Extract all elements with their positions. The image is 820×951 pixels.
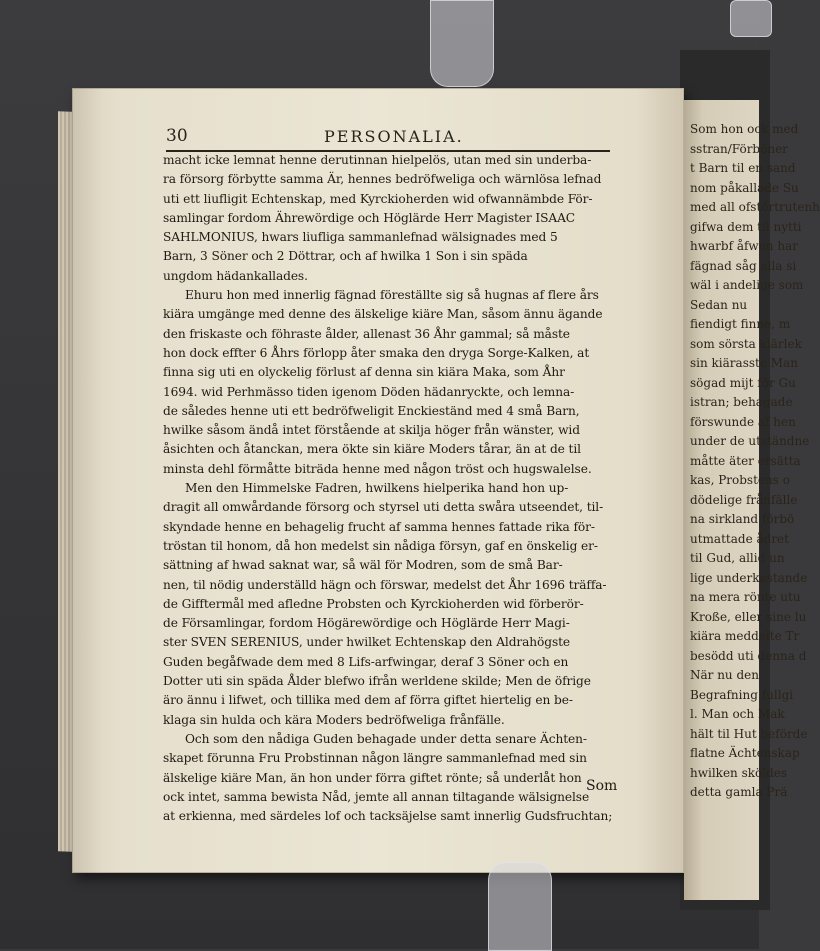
facing-text-line: l. Man och Mak [690, 707, 785, 721]
facing-text-line: na sirkland förbö [690, 512, 795, 526]
text-line: Och som den nådiga Guden behagade under detta senare Ächten- [185, 731, 587, 746]
page-number: 30 [166, 126, 188, 146]
text-line: hwilke såsom ändå intet förstående at skilja höger från wänster, wid [163, 423, 580, 438]
text-line: Ehuru hon med innerlig fägnad föreställte sig så hugnas af flere års [185, 288, 599, 303]
facing-page [684, 100, 820, 900]
text-line: Barn, 3 Söner och 2 Döttrar, och af hwilka 1 Son i sin späda [163, 249, 528, 264]
text-line: ock intet, samma bewista Nåd, jemte all annan tiltagande wälsignelse [163, 789, 590, 804]
facing-text-line: förswunde af hen [690, 414, 796, 429]
facing-text-line: fägnad såg alla si [690, 258, 797, 273]
facing-text-line: som sörsta kiärlek [690, 336, 802, 351]
text-line: tröstan til honom, då hon medelst sin nådiga försyn, gaf en önskelig er- [163, 538, 598, 553]
facing-text-line: gifwa dem til nytti [690, 219, 802, 234]
text-line: dragit all omwårdande försorg och styrsel uti detta swåra utseendet, til- [163, 500, 604, 515]
facing-text-line: wäl i andelige som [690, 278, 804, 292]
facing-text-line: med all ofstörtrutenh [690, 200, 820, 214]
facing-text-line: til Gud, allid un [690, 551, 785, 565]
facing-text-line: lige underkastande [690, 570, 808, 585]
text-line: ungdom hädankallades. [163, 268, 308, 283]
text-line: 1694. wid Perhmässo tiden igenom Döden hädanryckte, och lemna- [163, 384, 575, 399]
text-line: sättning af hwad saknat war, så wäl för Modren, som de små Bar- [163, 558, 563, 573]
facing-text-line: fiendigt finne, m [690, 317, 791, 331]
text-line: äro ännu i lifwet, och tillika med dem af förra giftet hiertelig en be- [163, 693, 573, 708]
text-line: ra försorg förbytte samma Är, hennes bedröfweliga och wärnlösa lefnad [163, 172, 602, 187]
text-line: Men den Himmelske Fadren, hwilkens hielperika hand hon up- [185, 481, 569, 496]
text-line: minsta dehl förmåtte biträda henne med någon tröst och hugswalelse. [163, 461, 592, 476]
facing-text-line: istran; behagade [690, 395, 793, 409]
text-line: de Gifftermål med afledne Probsten och Kyrckioherden wid förberör- [163, 596, 584, 611]
facing-text-line: Kroße, eller sine lu [690, 609, 807, 624]
text-line: ster SVEN SERENIUS, under hwilket Echtenskap den Aldrahögste [163, 635, 571, 650]
text-line: hon dock effter 6 Åhrs förlopp åter smaka den dryga Sorge-Kalken, at [163, 345, 590, 360]
facing-text-line: nom påkallade Su [690, 180, 799, 195]
running-head: PERSONALIA. [324, 127, 464, 146]
text-line: de således henne uti ett bedröfweligit Enckieständ med 4 små Barn, [163, 403, 580, 418]
book-clip-right [730, 0, 772, 37]
facing-text-line: under de utständne [690, 434, 810, 448]
facing-text-line: hält til Hut beförde [690, 726, 808, 741]
facing-text-line: Begrafning fullgi [690, 687, 794, 702]
text-line: älskelige kiäre Man, än hon under förra giftet rönte; så underlåt hon [163, 770, 582, 785]
facing-text-line: hwarbf åfwen har [690, 239, 798, 253]
facing-text-line: sstran/Förböner [690, 141, 788, 156]
text-line: samlingar fordom Ährewördige och Höglärde Herr Magister ISAAC [163, 210, 576, 225]
text-line: Dotter uti sin späda Ålder blefwo ifrån werldene skilde; Men de öfrige [163, 674, 591, 689]
text-line: kiära umgänge med denne des älskelige kiäre Man, såsom ännu ägande [163, 307, 603, 322]
facing-text-line: t Barn til en sand [690, 161, 796, 175]
facing-text-line: Som hon ock med [690, 122, 799, 136]
facing-text-line: besödd uti denna d [690, 648, 807, 663]
text-line: uti ett liufligit Echtenskap, med Kyrckioherden wid ofwannämbde För- [163, 191, 593, 206]
text-line: skyndade henne en behagelig frucht af samma hennes fattade rika för- [163, 519, 595, 534]
text-line: den friskaste och föhraste ålder, allenast 36 Åhr gammal; så måste [163, 326, 570, 341]
text-line: at erkienna, med särdeles lof och tacksäjelse samt innerlig Gudsfruchtan; [163, 809, 613, 824]
catchword: Som [586, 778, 618, 794]
facing-text-line: hwilken sköldes [690, 765, 788, 780]
facing-text-line: utmattade ådret [690, 531, 789, 546]
text-line: Guden begåfwade dem med 8 Lifs-arfwingar, deraf 3 Söner och en [163, 654, 569, 669]
facing-text-line: sögad mijt för Gu [690, 375, 796, 390]
text-line: SAHLMONIUS, hwars liufliga sammanlefnad wälsignades med 5 [163, 230, 558, 245]
text-line: åsichten och åtanckan, mera ökte sin kiäre Moders tårar, än at de til [163, 442, 581, 457]
text-line: nen, til nödig underställd hägn och förswar, medelst det Åhr 1696 träffa- [163, 577, 607, 592]
text-line: finna sig uti en olyckelig förlust af denna sin kiära Maka, som Åhr [163, 365, 565, 380]
page-gutter-shadow [72, 88, 102, 873]
facing-text-line: flatne Ächtenskap [690, 746, 800, 760]
page-header [166, 126, 608, 148]
text-line: macht icke lemnat henne derutinnan hielpelös, utan med sin underba- [163, 153, 592, 167]
facing-text-line: detta gamla Prä [690, 785, 788, 799]
facing-text-line: sin kiärasste Man [690, 356, 798, 370]
facing-text-line: Sedan nu [690, 297, 748, 312]
text-line: de Församlingar, fordom Högärewördige och Höglärde Herr Magi- [163, 616, 570, 631]
facing-text-line: kiära meddelte Tr [690, 629, 800, 643]
facing-text-line: kas, Probstens o [690, 473, 790, 487]
facing-text-line: måtte äter ersätta [690, 453, 801, 468]
text-line: klaga sin hulda och kära Moders bedröfweliga frånfälle. [163, 712, 505, 727]
facing-text-line: na mera rönte utu [690, 590, 801, 604]
facing-text-line: När nu den [690, 668, 759, 682]
book-clip-bottom [488, 862, 552, 951]
book-clip-top [430, 0, 494, 87]
facing-text-line: dödelige frånfälle [690, 492, 798, 507]
body-text [163, 151, 635, 826]
text-line: skapet förunna Fru Probstinnan någon längre sammanlefnad med sin [163, 751, 587, 766]
